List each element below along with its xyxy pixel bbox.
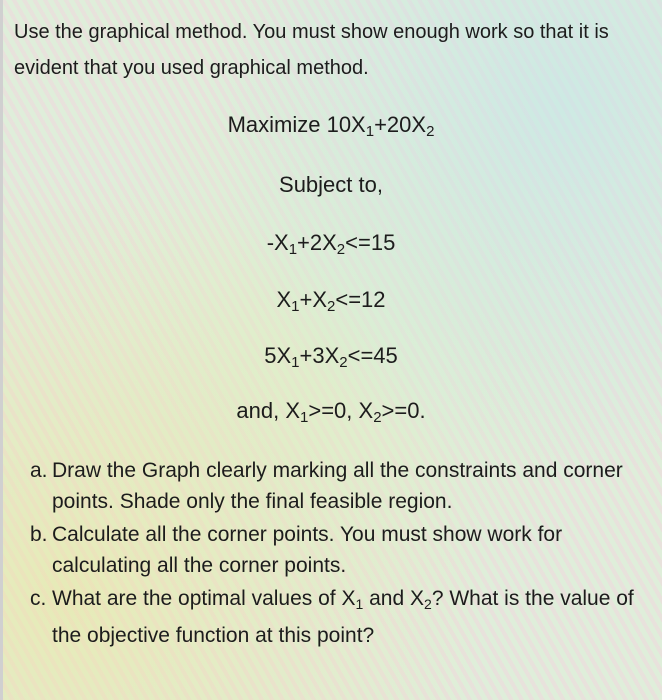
constraint-2-part: <=12 [335, 287, 386, 312]
subject-to-label: Subject to, [279, 172, 383, 197]
nonneg-part: >=0, X [308, 398, 374, 423]
constraint-3 [0, 343, 662, 371]
question-a-text: Draw the Graph clearly marking all the constraints and corner points. Shade only the final feasible region. [52, 459, 623, 513]
question-c-marker: c. [30, 587, 47, 610]
constraint-3-part: <=45 [347, 343, 398, 368]
constraint-1-sub: 1 [288, 241, 298, 258]
constraint-3-part: +3X [299, 343, 340, 368]
constraint-1-part: -X [266, 230, 289, 255]
question-b-text: Calculate all the corner points. You must show work for calculating all the corner points. [52, 523, 563, 577]
constraint-1 [0, 230, 662, 258]
question-c-text [52, 583, 640, 651]
objective-sub-1: 1 [365, 123, 375, 140]
objective-mid: +20X [374, 112, 427, 137]
nonneg-sub: 2 [373, 409, 382, 426]
constraint-3-part: 5X [264, 343, 292, 368]
constraint-2-part: X [276, 287, 292, 312]
nonneg-sub: 1 [300, 409, 309, 426]
constraint-2-part: +X [299, 287, 328, 312]
instructions [14, 14, 644, 86]
question-c-part: What are the optimal values of X [52, 587, 356, 610]
objective-sub-2: 2 [426, 123, 435, 140]
nonneg-part: >=0. [381, 398, 426, 423]
question-c [30, 583, 640, 651]
constraint-1-part: +2X [297, 230, 337, 255]
question-a-marker: a. [30, 459, 48, 482]
constraint-1-part: <=15 [345, 230, 396, 255]
question-b [30, 519, 640, 581]
constraint-3-sub: 2 [339, 354, 348, 371]
question-c-sub: 1 [355, 596, 364, 612]
question-c-part: ? What is the value of the objective function at this point? [52, 587, 634, 647]
constraint-2-sub: 2 [327, 298, 336, 315]
objective-function [0, 112, 662, 140]
question-list [30, 455, 640, 653]
instructions-line-1: Use the graphical method. You must show enough work so that it is [14, 21, 609, 43]
instructions-line-2: evident that you used graphical method. [14, 57, 369, 79]
question-a [30, 455, 640, 517]
nonnegativity-constraint [0, 398, 662, 426]
question-c-part: and X [363, 587, 425, 610]
constraint-2 [0, 287, 662, 315]
constraint-3-sub: 1 [291, 354, 300, 371]
objective-prefix: Maximize 10X [227, 112, 366, 137]
constraint-1-sub: 2 [336, 241, 346, 258]
question-b-marker: b. [30, 523, 48, 546]
constraint-2-sub: 1 [291, 298, 300, 315]
question-c-sub: 2 [424, 596, 432, 612]
nonneg-part: and, X [236, 398, 301, 423]
